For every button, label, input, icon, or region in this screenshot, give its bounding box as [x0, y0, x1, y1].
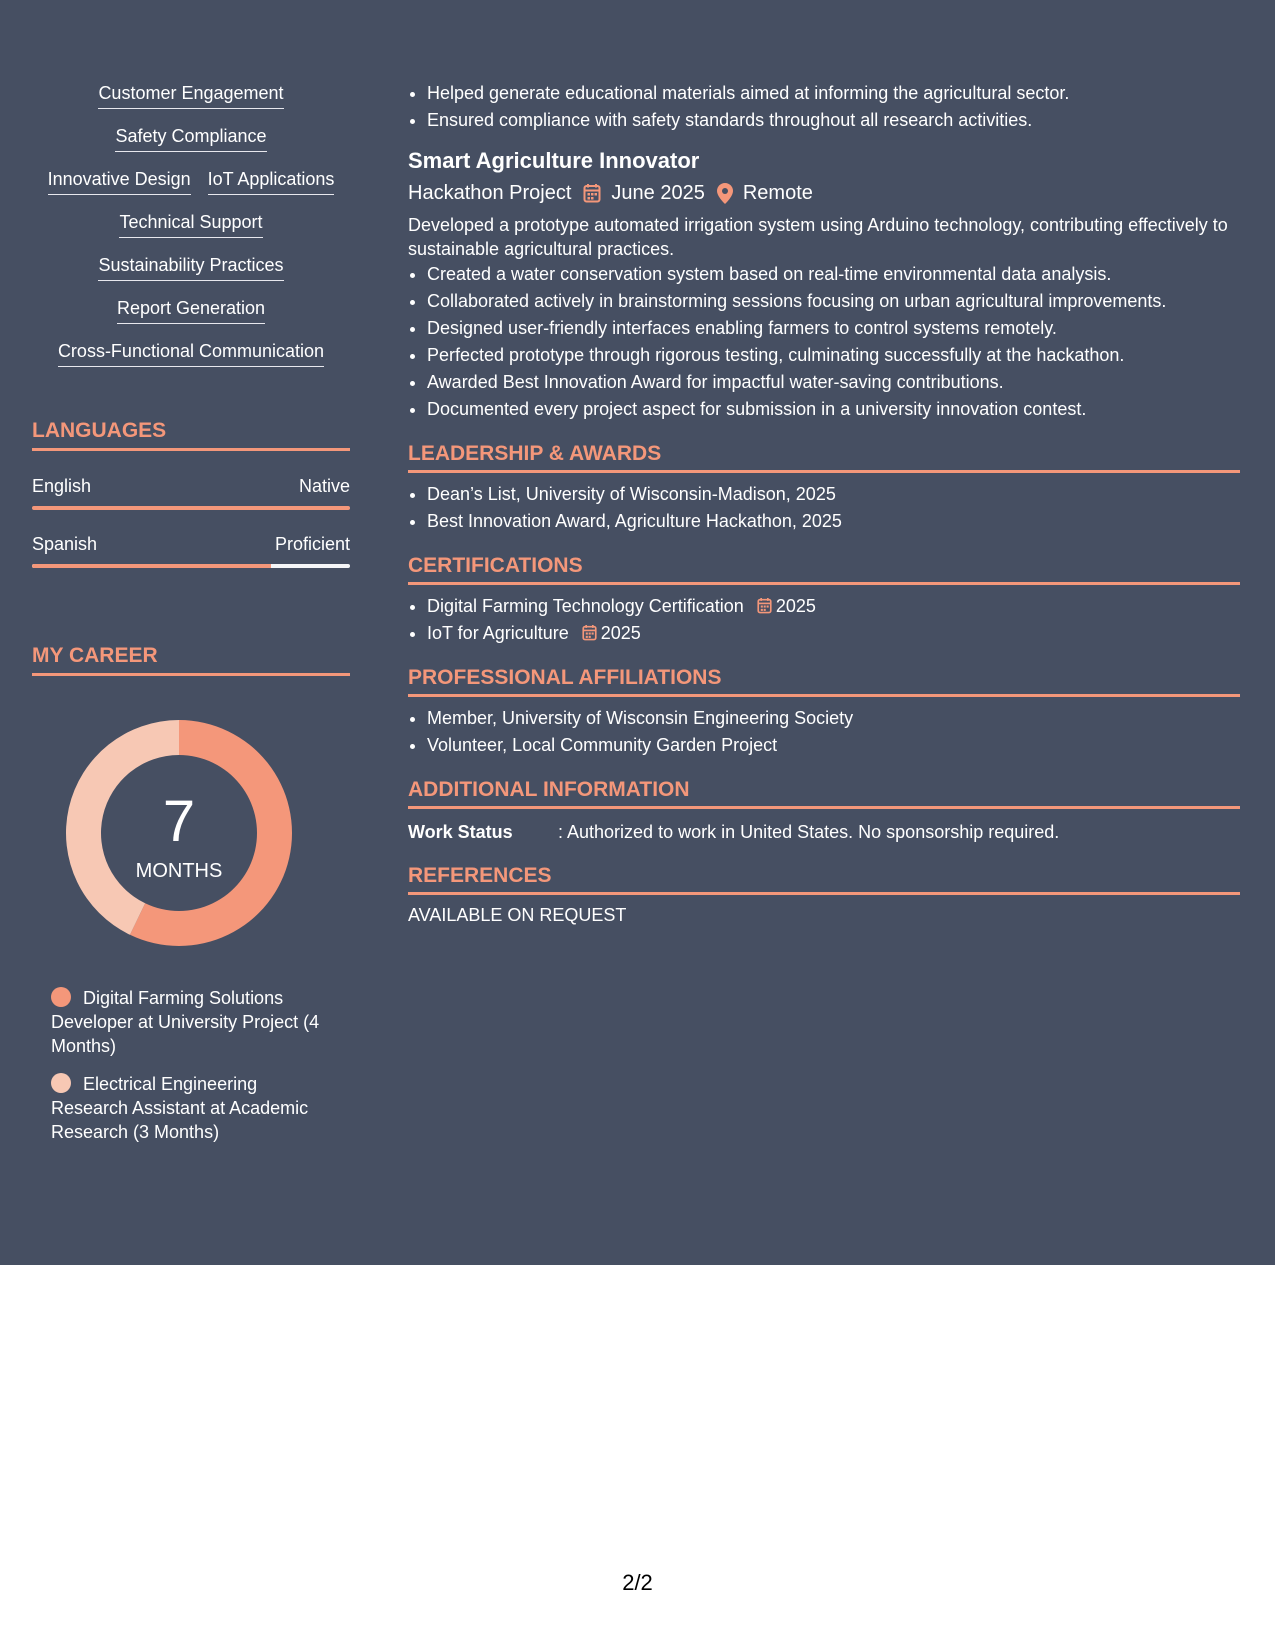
legend-label: Electrical Engineering Research Assistant at Academic Research (3 Months)	[51, 1074, 309, 1142]
legend-item	[51, 1072, 336, 1144]
career-donut	[64, 718, 294, 948]
list-item: • Designed user-friendly interfaces enabling farmers to control systems remotely.	[427, 315, 1240, 342]
list-item: • Ensured compliance with safety standards throughout all research activities.	[427, 107, 1240, 134]
references-text: AVAILABLE ON REQUEST	[408, 905, 627, 925]
skill-tag: IoT Applications	[208, 168, 335, 195]
language-bar-fill	[32, 506, 350, 510]
certifications-list	[408, 593, 1240, 647]
leadership-heading: LEADERSHIP & AWARDS	[408, 442, 1240, 473]
references-heading: REFERENCES	[408, 864, 1240, 895]
sidebar	[32, 82, 350, 1158]
list-item: • Member, University of Wisconsin Engineering Society	[427, 705, 1240, 732]
additional-info-heading: ADDITIONAL INFORMATION	[408, 778, 1240, 809]
project-description: Developed a prototype automated irrigation system using Arduino technology, contributing effectively to sustainable agricultural practices.	[408, 215, 1228, 259]
language-bar	[32, 506, 350, 510]
language-name: Spanish	[32, 534, 98, 554]
career-total: 7	[162, 789, 196, 854]
language-level: Proficient	[274, 534, 350, 554]
list-item	[427, 593, 1240, 620]
location-pin-icon	[717, 183, 733, 204]
list-item: • Dean’s List, University of Wisconsin-Madison, 2025	[427, 481, 1240, 508]
leadership-list	[408, 481, 1240, 535]
project-bullets	[408, 261, 1240, 423]
career-unit: MONTHS	[135, 860, 223, 882]
calendar-icon	[583, 183, 601, 203]
skill-tag: Technical Support	[119, 211, 262, 238]
previous-role-bullets	[408, 80, 1240, 134]
legend-dot	[51, 1073, 71, 1093]
skill-tag: Customer Engagement	[98, 82, 283, 109]
language-row	[32, 476, 350, 497]
list-item: • Awarded Best Innovation Award for impactful water-saving contributions.	[427, 369, 1240, 396]
project-date: June 2025	[611, 182, 705, 204]
project-location: Remote	[742, 182, 813, 204]
list-item: • Helped generate educational materials aimed at informing the agricultural sector.	[427, 80, 1240, 107]
language-level: Native	[298, 476, 350, 496]
skill-tag: Safety Compliance	[115, 125, 266, 152]
page-number: 2/2	[622, 1570, 653, 1595]
career-heading: MY CAREER	[32, 644, 350, 676]
certification-date	[757, 596, 816, 616]
certification-year: 2025	[600, 623, 641, 643]
calendar-icon	[582, 624, 597, 641]
language-bar-fill	[32, 564, 271, 568]
skill-tag: Sustainability Practices	[98, 254, 283, 281]
list-item: • Perfected prototype through rigorous testing, culminating successfully at the hackathon.	[427, 342, 1240, 369]
project-org: Hackathon Project	[408, 182, 572, 204]
legend-label: Digital Farming Solutions Developer at University Project (4 Months)	[51, 988, 320, 1056]
list-item: • Created a water conservation system based on real-time environmental data analysis.	[427, 261, 1240, 288]
skills-list	[32, 82, 350, 367]
language-row	[32, 534, 350, 555]
certification-name: Digital Farming Technology Certification	[427, 596, 744, 616]
project-meta	[408, 179, 1240, 207]
main-column	[408, 80, 1240, 926]
certifications-heading: CERTIFICATIONS	[408, 554, 1240, 585]
skill-tag: Report Generation	[117, 297, 265, 324]
skill-tag: Cross-Functional Communication	[58, 340, 324, 367]
work-status-value: : Authorized to work in United States. No sponsorship required.	[558, 822, 1060, 842]
certification-date	[582, 623, 641, 643]
language-name: English	[32, 476, 92, 496]
list-item: • Documented every project aspect for submission in a university innovation contest.	[427, 396, 1240, 423]
career-legend	[51, 986, 336, 1144]
skill-tag: Innovative Design	[48, 168, 191, 195]
legend-item	[51, 986, 336, 1058]
list-item: • Volunteer, Local Community Garden Project	[427, 732, 1240, 759]
list-item	[427, 620, 1240, 647]
work-status-label: Work Status	[408, 822, 513, 842]
affiliations-heading: PROFESSIONAL AFFILIATIONS	[408, 666, 1240, 697]
languages-heading: LANGUAGES	[32, 419, 350, 451]
project-title: Smart Agriculture Innovator	[408, 148, 700, 173]
language-bar	[32, 564, 350, 568]
calendar-icon	[757, 597, 772, 614]
legend-dot	[51, 987, 71, 1007]
work-status-row	[408, 819, 1240, 845]
list-item: • Best Innovation Award, Agriculture Hackathon, 2025	[427, 508, 1240, 535]
list-item: • Collaborated actively in brainstorming sessions focusing on urban agricultural improvements.	[427, 288, 1240, 315]
affiliations-list	[408, 705, 1240, 759]
certification-name: IoT for Agriculture	[427, 623, 569, 643]
certification-year: 2025	[775, 596, 816, 616]
